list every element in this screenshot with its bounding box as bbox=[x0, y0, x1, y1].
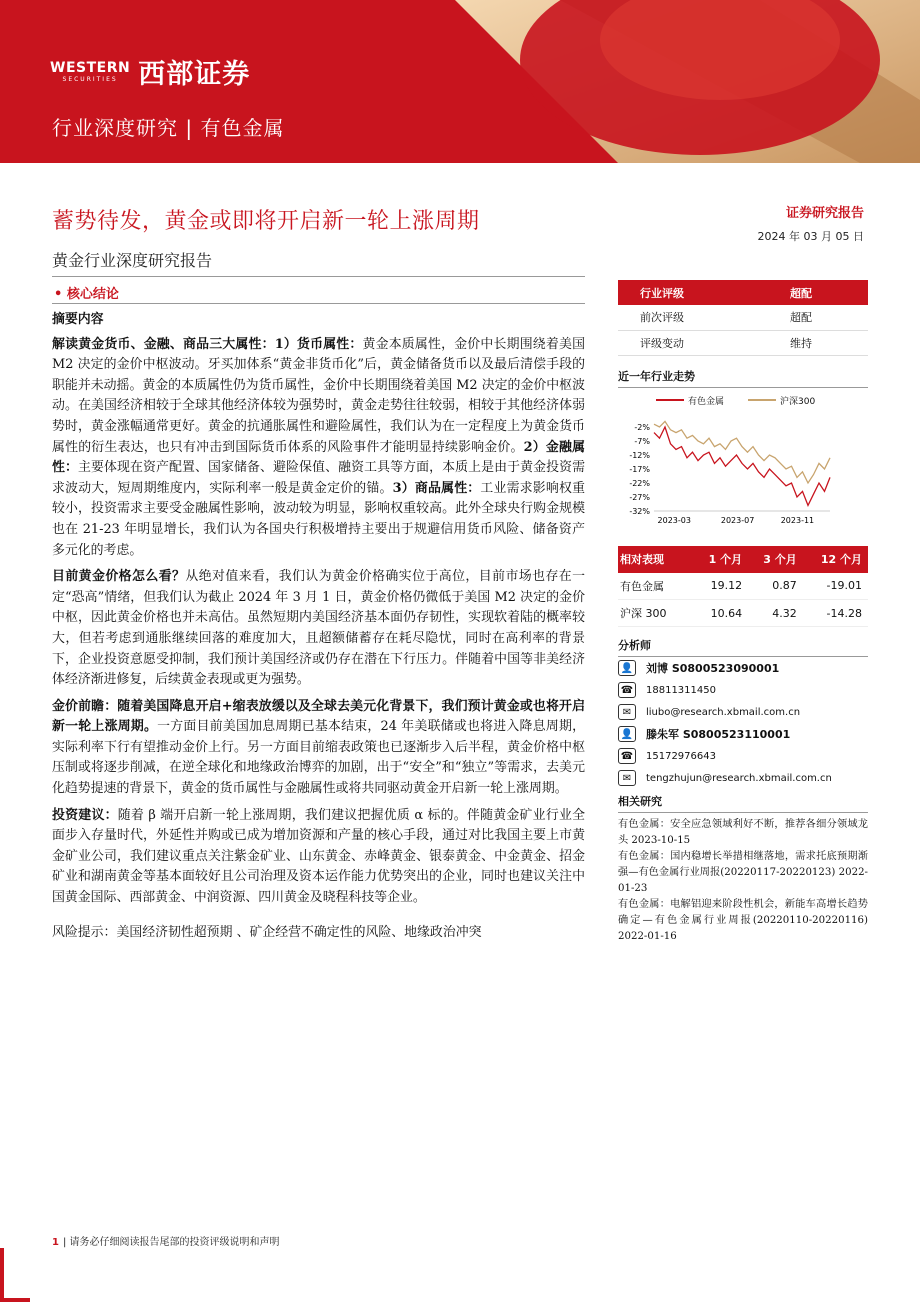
y-tick-label: -27% bbox=[629, 492, 650, 502]
report-category: 行业深度研究 | 有色金属 bbox=[52, 116, 285, 140]
person-icon: 👤 bbox=[618, 660, 636, 676]
chart-title: 近一年行业走势 bbox=[618, 368, 868, 388]
series-line-0 bbox=[654, 427, 830, 505]
report-type: 证券研究报告 bbox=[785, 206, 864, 221]
main-content bbox=[52, 310, 585, 949]
related-item[interactable]: 有色金属：国内稳增长举措相继落地，需求托底预期渐强—有色金属行业周报(20220117-20220123) 2022-01-23 bbox=[618, 851, 868, 894]
divider bbox=[52, 303, 585, 304]
header-banner bbox=[0, 0, 920, 163]
x-tick-label: 2023-07 bbox=[720, 515, 755, 525]
y-tick-label: -22% bbox=[629, 478, 650, 488]
divider bbox=[52, 276, 585, 277]
logo-english: WESTERN SECURITIES bbox=[50, 59, 131, 83]
table-row: 前次评级 超配 bbox=[618, 305, 868, 330]
logo bbox=[50, 52, 250, 91]
y-tick-label: -12% bbox=[629, 450, 650, 460]
chart-legend bbox=[656, 394, 868, 407]
related-list bbox=[618, 817, 868, 945]
analyst-2-phone: ☎ 15172976643 bbox=[618, 745, 868, 767]
legend-item: 有色金属 bbox=[656, 394, 724, 407]
related-item[interactable]: 有色金属：电解铝迎来阶段性机会，新能车高增长趋势确定—有色金属行业周报(20220110-20220116) 2022-01-16 bbox=[618, 899, 868, 942]
y-tick-label: -32% bbox=[629, 506, 650, 516]
core-conclusion-label: • 核心结论 bbox=[54, 287, 119, 302]
analyst-1-name: 👤 刘博 S0800523090001 bbox=[618, 657, 868, 679]
report-subtitle: 黄金行业深度研究报告 bbox=[52, 251, 213, 270]
logo-chinese: 西部证券 bbox=[138, 59, 251, 90]
related-section-title: 相关研究 bbox=[618, 793, 868, 813]
related-item[interactable]: 有色金属：安全应急领域利好不断，推荐各细分领域龙头 2023-10-15 bbox=[618, 819, 868, 846]
paragraph-outlook: 金价前瞻：随着美国降息开启+缩表放缓以及全球去美元化背景下，我们预计黄金或也将开启新一轮上涨周期。一方面目前美国加息周期已基本结束，24 年美联储或也将进入降息周期，实际利率下行有望推动金价上行。另一方面目前缩表政策也已逐渐步入后半程，黄金价格中枢压制或将逐步削减，在逆全球化和地缘政治博弈的加剧，出于“安全”和“独立”等需求，去美元化趋势提速的背景下，黄金的货币属性与金融属性或将共同驱动黄金开启新一轮上涨周期。 bbox=[52, 698, 586, 797]
page-number: 1 bbox=[52, 1237, 59, 1248]
sidebar bbox=[618, 280, 868, 945]
legend-swatch bbox=[656, 399, 684, 401]
table-row: 行业评级 超配 bbox=[618, 280, 868, 305]
phone-icon: ☎ bbox=[618, 748, 636, 764]
series-line-1 bbox=[654, 421, 830, 483]
report-title: 蓄势待发，黄金或即将开启新一轮上涨周期 bbox=[52, 209, 480, 234]
mail-icon: ✉ bbox=[618, 770, 636, 786]
table-row: 有色金属 19.12 0.87 -19.01 bbox=[618, 573, 868, 600]
analyst-2-email[interactable]: ✉ tengzhujun@research.xbmail.com.cn bbox=[618, 767, 868, 789]
paragraph-attributes: 解读黄金货币、金融、商品三大属性：1）货币属性：黄金本质属性，金价中长期围绕着美国 M2 决定的金价中枢波动。牙买加体系“黄金非货币化”后，黄金储备货币以及最后清偿手段的职能并未动摇。黄金的本质属性仍为货币属性，金价中长期围绕着美国 M2 决定的金价中枢波动。在美国经济相较于全球其他经济体较为强势时，黄金走势往往较弱，相较于其他经济体弱势时，黄金涨幅通常更好。黄金的抗通胀属性和避险属性，我们认为在一定程度上为黄金货币属性的衍生表达，也只有冲击到国际货币体系的风险事件才能明显持续影响金价。2）金融属性：主要体现在资产配置、国家储备、避险保值、融资工具等方面，本质上是由于黄金投资需求波动大，短周期维度内，实际利率一般是黄金定价的锚。3）商品属性：工业需求影响权重较小，投资需求主要受金融属性影响，波动较为明显，影响权重较高。此外全球央行购金规模也在 21-23 年明显增长，我们认为各国央行积极增持主要出于规避信用货币风险、储备资产多元化的考虑。 bbox=[52, 336, 586, 558]
analyst-1-phone: ☎ 18811311450 bbox=[618, 679, 868, 701]
performance-table bbox=[618, 546, 868, 628]
table-row: 沪深 300 10.64 4.32 -14.28 bbox=[618, 600, 868, 627]
legend-item: 沪深300 bbox=[748, 394, 815, 407]
paragraph-investment-advice: 投资建议：随着 β 端开启新一轮上涨周期，我们建议把握优质 α 标的。伴随黄金矿业行业全面步入存量时代，外延性并购或已成为增加资源和产量的核心手段，通过对比我国主要上市黄金矿业公司，我们建议重点关注紫金矿业、山东黄金、赤峰黄金、银泰黄金、中金黄金、招金矿业和湖南黄金等基本面较好且公司治理及资本运作能力优势突出的企业，同时也建议关注中国黄金国际、西部黄金、中润资源、四川黄金及晓程科技等企业。 bbox=[52, 807, 586, 906]
paragraph-current-price: 目前黄金价格怎么看？从绝对值来看，我们认为黄金价格确实位于高位，目前市场也存在一定“恐高”情绪，但我们认为截止 2024 年 3 月 1 日，黄金价格仍微低于美国 M2 决定的金价中枢，因此黄金价格也并未高估。虽然短期内美国经济基本面仍存韧性，实现软着陆的概率较大，但若考虑到通胀继续回落的难度加大，且超额储蓄存在耗尽隐忧，同时在高利率的背景下，企业投资意愿受抑制，我们预计美国经济或仍存在潜在下行压力。伴随着中国等非美经济体经济渐进修复，后续黄金表现或更为强势。 bbox=[52, 569, 586, 688]
corner-mark bbox=[0, 1298, 30, 1302]
phone-icon: ☎ bbox=[618, 682, 636, 698]
y-tick-label: -17% bbox=[629, 464, 650, 474]
y-tick-label: -2% bbox=[634, 422, 650, 432]
risk-warning: 风险提示：美国经济韧性超预期 、矿企经营不确定性的风险、地缘政治冲突 bbox=[52, 924, 482, 940]
corner-mark bbox=[0, 1248, 4, 1302]
mail-icon: ✉ bbox=[618, 704, 636, 720]
x-tick-label: 2023-11 bbox=[780, 515, 815, 525]
trend-chart bbox=[618, 407, 868, 535]
person-icon: 👤 bbox=[618, 726, 636, 742]
legend-swatch bbox=[748, 399, 776, 401]
footer-disclaimer: | 请务必仔细阅读报告尾部的投资评级说明和声明 bbox=[62, 1237, 280, 1248]
analyst-2-name: 👤 滕朱军 S0800523110001 bbox=[618, 723, 868, 745]
report-date: 2024 年 03 月 05 日 bbox=[757, 230, 864, 243]
table-header-row: 相对表现 1 个月 3 个月 12 个月 bbox=[618, 546, 868, 573]
summary-heading: 摘要内容 bbox=[52, 312, 104, 327]
analyst-1-email[interactable]: ✉ liubo@research.xbmail.com.cn bbox=[618, 701, 868, 723]
analyst-section-title: 分析师 bbox=[618, 637, 868, 657]
x-tick-label: 2023-03 bbox=[657, 515, 691, 525]
footer bbox=[52, 1233, 280, 1248]
rating-table bbox=[618, 280, 868, 356]
table-row: 评级变动 维持 bbox=[618, 330, 868, 355]
y-tick-label: -7% bbox=[634, 436, 650, 446]
